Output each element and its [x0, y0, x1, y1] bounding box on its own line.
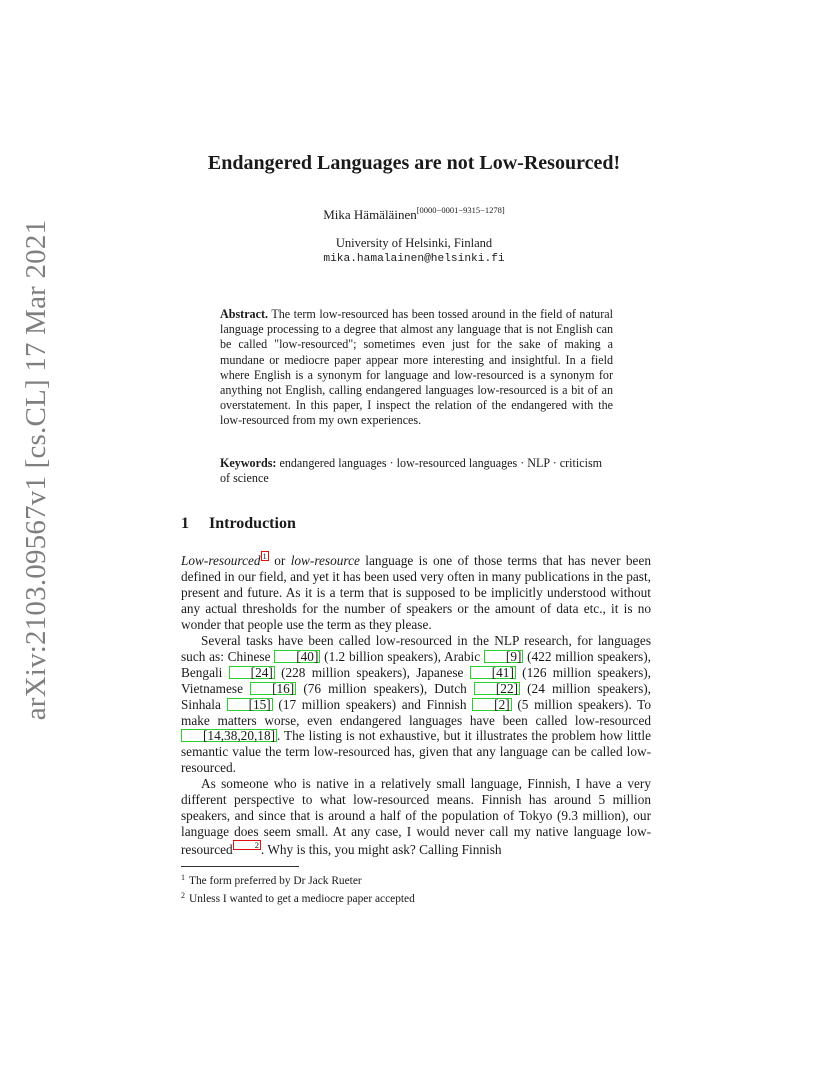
keywords — [220, 456, 613, 486]
citation-link[interactable]: [15] — [227, 698, 273, 711]
text-span: . The listing is not exhaustive, but it illustrates the problem how little semantic value the term low-resourced has, given that any language can be called low-resourced. — [181, 728, 651, 776]
text-span: language is one of those terms that has never been defined in our field, and yet it has been used very often in many publications in the past, present and future. As it is a term that is supposed to be implicitly understood without any actual thresholds for the number of speakers or the amount of data etc., it is no wonder that people use the term as they please. — [181, 553, 652, 632]
footnote-text: Unless I wanted to get a mediocre paper accepted — [189, 892, 415, 905]
term-low-resourced: Low-resourced — [181, 553, 261, 568]
text-span: (5 million speakers). To make matters worse, even endangered languages have been called low-resourced — [181, 696, 651, 728]
footnote-1 — [181, 871, 651, 889]
paragraph-2 — [181, 633, 651, 777]
author-line — [0, 205, 828, 223]
affiliation: University of Helsinki, Finland — [335, 236, 493, 250]
text-span: (228 million speakers), Japanese — [274, 664, 470, 680]
text-span: As someone who is native in a relatively small language, Finnish, I have a very different perspective to what low-resourced means. Finnish has around 5 million speakers, and since that is around a half of the population of Tokyo (9.3 million), our language does seem small. At any case, I would never call my native language low-resourced — [181, 776, 651, 858]
paper-title: Endangered Languages are not Low-Resourced! — [207, 152, 621, 174]
text-span: . Why is this, you might ask? Calling Finnish — [260, 842, 502, 858]
author-orcid: [0000−0001−9315−1278] — [416, 205, 505, 215]
citation-link[interactable]: [22] — [474, 682, 520, 695]
text-span: (1.2 billion speakers), Arabic — [320, 648, 484, 664]
citation-link[interactable]: [9] — [484, 650, 524, 663]
footnote-number: 1 — [181, 873, 185, 882]
section-title: Introduction — [209, 515, 296, 532]
abstract-label: Abstract. — [220, 307, 269, 321]
text-span: or — [268, 553, 291, 568]
footnote-text: The form preferred by Dr Jack Rueter — [189, 875, 362, 887]
arxiv-identifier: arXiv:2103.09567v1 [cs.CL] 17 Mar 2021 — [20, 219, 52, 721]
footnote-rule — [181, 866, 299, 867]
section-heading — [181, 515, 296, 533]
keywords-label: Keywords: — [220, 456, 277, 470]
footnote-link-1[interactable]: 1 — [262, 551, 267, 561]
footnotes — [181, 871, 651, 906]
paragraph-1 — [181, 551, 651, 633]
text-span: Several tasks have been called low-resourced in the NLP research, for languages such as: Chinese — [181, 632, 651, 664]
author-email: mika.hamalainen@helsinki.fi — [323, 253, 505, 265]
citation-link[interactable]: [24] — [229, 666, 275, 679]
text-span: (17 million speakers) and Finnish — [272, 696, 473, 712]
footnote-2 — [181, 889, 651, 907]
affiliation-block — [0, 235, 828, 267]
keywords-text: endangered languages · low-resourced languages · NLP · criticism of science — [220, 456, 603, 486]
paragraph-3 — [181, 776, 651, 858]
citation-link[interactable]: [40] — [274, 650, 320, 663]
text-span: (24 million speakers), Sinhala — [181, 680, 651, 712]
author-name: Mika Hämäläinen — [323, 207, 417, 222]
section-number: 1 — [181, 515, 189, 532]
citation-link[interactable]: [2] — [472, 698, 512, 711]
abstract — [220, 307, 613, 429]
citation-link[interactable]: [14,38,20,18] — [181, 729, 277, 742]
text-span: (76 million speakers), Dutch — [296, 680, 474, 696]
citation-link[interactable]: [41] — [470, 666, 516, 679]
term-low-resource: low-resource — [290, 553, 360, 568]
footnote-link-2[interactable]: 2 — [233, 840, 261, 850]
body-text — [181, 551, 651, 858]
footnote-number: 2 — [181, 890, 185, 900]
text-span: (126 million speakers), Vietnamese — [181, 664, 652, 696]
text-span: (422 million speakers), Bengali — [181, 648, 651, 680]
abstract-text: The term low-resourced has been tossed around in the field of natural language processing to a degree that almost any language that is not English can be called "low-resourced"; sometimes even just for the sake of making a mundane or mediocre paper appear more interesting and insightful. In a field where English is a synonym for language and low-resourced is a synonym for anything not English, calling endangered languages low-resourced is a bit of an overstatement. In this paper, I inspect the relation of the endangered with the low-resourced from my own experiences. — [220, 307, 613, 428]
citation-link[interactable]: [16] — [250, 682, 296, 695]
